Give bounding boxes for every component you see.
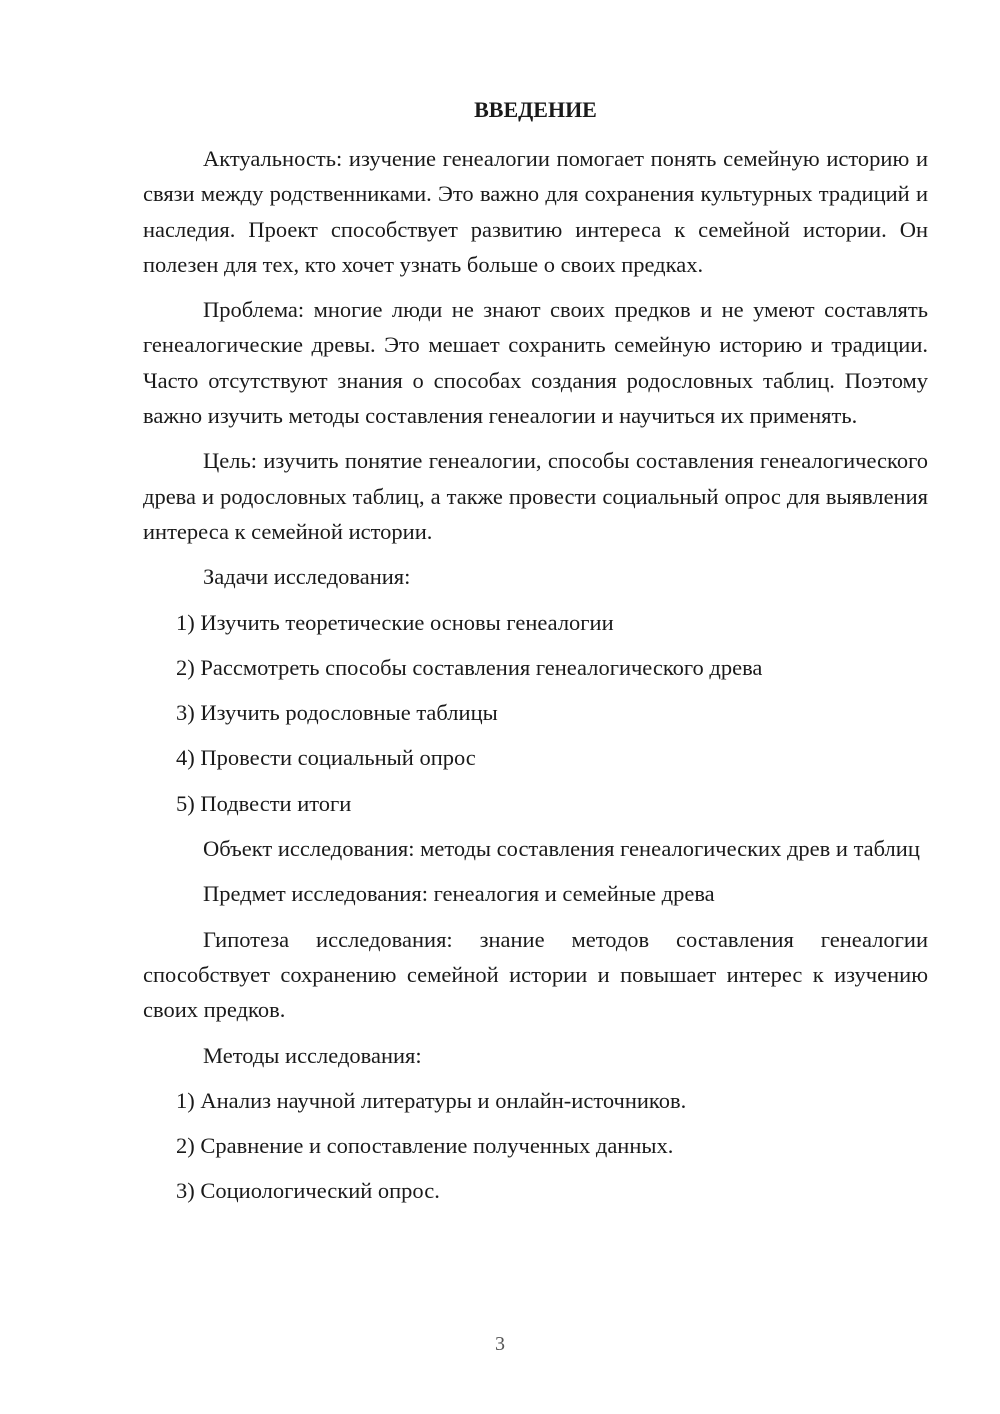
task-item: 2) Рассмотреть способы составления генеалогического древа — [176, 654, 763, 680]
document-page — [143, 92, 928, 1219]
object-paragraph: Объект исследования: методы составления генеалогических древ и таблиц — [203, 836, 920, 862]
method-item: 1) Анализ научной литературы и онлайн-источников. — [176, 1087, 687, 1113]
task-item: 1) Изучить теоретические основы генеалогии — [176, 609, 614, 635]
task-item: 5) Подвести итоги — [176, 790, 352, 816]
section-title: ВВЕДЕНИЕ — [474, 97, 597, 122]
goal-paragraph: Цель: изучить понятие генеалогии, способы составления генеалогического древа и родословных таблиц, а также провести социальный опрос для выявления интереса к семейной истории. — [143, 448, 928, 544]
problem-paragraph: Проблема: многие люди не знают своих предков и не умеют составлять генеалогические древы. Это мешает сохранить семейную историю и традиции. Часто отсутствуют знания о способах создания родословных таблиц. Поэтому важно изучить методы составления генеалогии и научиться их применять. — [143, 297, 928, 429]
method-item: 3) Социологический опрос. — [176, 1178, 440, 1204]
task-item: 3) Изучить родословные таблицы — [176, 700, 498, 726]
method-item: 2) Сравнение и сопоставление полученных данных. — [176, 1133, 674, 1159]
methods-heading: Методы исследования: — [203, 1042, 422, 1068]
subject-paragraph: Предмет исследования: генеалогия и семейные древа — [203, 881, 715, 907]
hypothesis-paragraph: Гипотеза исследования: знание методов составления генеалогии способствует сохранению семейной истории и повышает интерес к изучению своих предков. — [143, 926, 928, 1023]
page-number: 3 — [495, 1333, 505, 1355]
relevance-paragraph: Актуальность: изучение генеалогии помогает понять семейную историю и связи между родственниками. Это важно для сохранения культурных традиций и наследия. Проект способствует развитию интереса к семейной истории. Он полезен для тех, кто хочет узнать больше о своих предках. — [143, 146, 928, 277]
tasks-heading: Задачи исследования: — [203, 564, 411, 590]
task-item: 4) Провести социальный опрос — [176, 745, 476, 771]
